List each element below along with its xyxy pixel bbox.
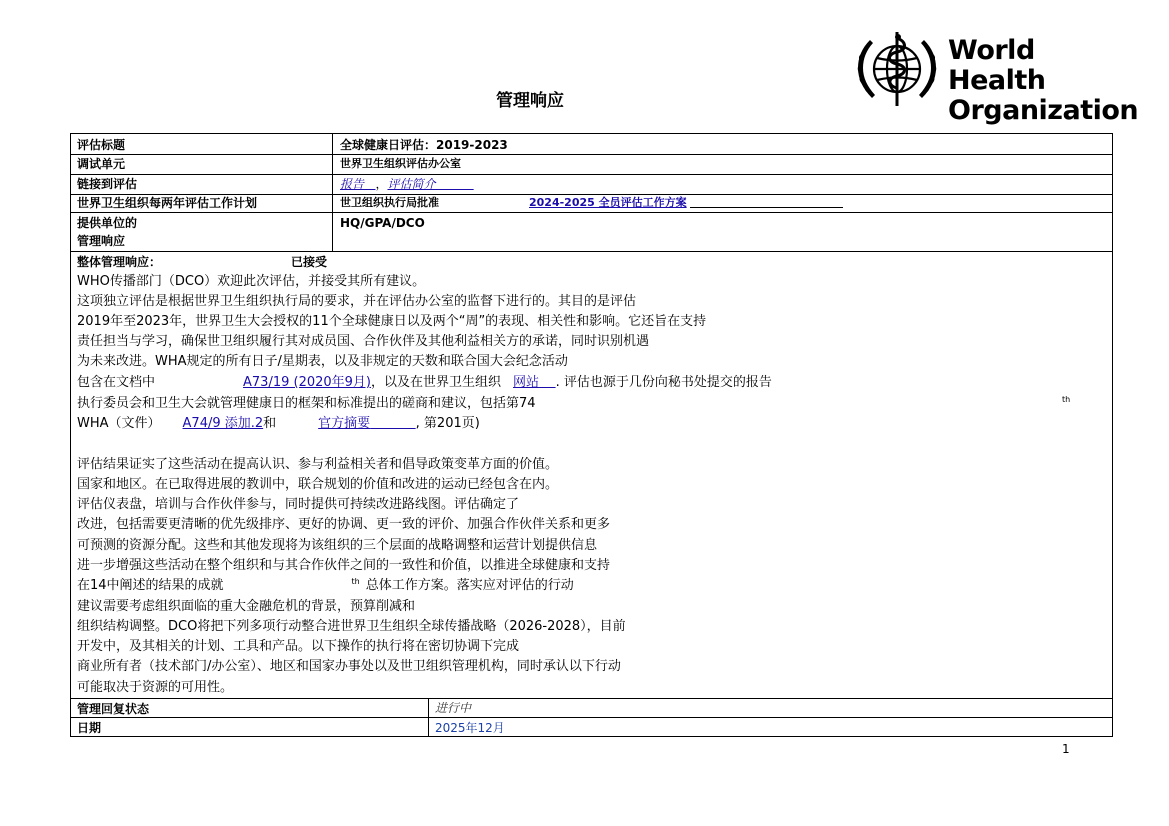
body-text: 和 — [263, 416, 277, 431]
unit-value: 世界卫生组织评估办公室 — [340, 157, 461, 170]
unit-label: 调试单元 — [77, 157, 126, 171]
body-line: 商业所有者（技术部门/办公室）、地区和国家办事处以及世卫组织管理机构，同时承认以下行动 — [77, 659, 621, 674]
body-line: 国家和地区。在已取得进展的教训中，联合规划的价值和改进的运动已经包含在内。 — [77, 477, 559, 492]
body-text: 在14中阐述的结果的成就 — [77, 578, 224, 593]
body-line: 这项独立评估是根据世界卫生组织执行局的要求，并在评估办公室的监督下进行的。其目的是评估 — [77, 294, 637, 309]
link-label: 链接到评估 — [77, 177, 138, 191]
body-line: 评估仪表盘，培训与合作伙伴参与，同时提供可持续改进路线图。评估确定了 — [77, 497, 520, 512]
body-line — [77, 577, 574, 595]
workplan-approved: 世卫组织执行局批准 — [340, 196, 439, 209]
body-text: WHA（文件） — [77, 416, 161, 431]
date-value: 2025年12月 — [435, 721, 505, 735]
provider-label-2: 管理响应 — [77, 234, 126, 248]
report-link[interactable]: 报告 — [340, 177, 365, 191]
superscript-th: th — [351, 577, 360, 586]
body-line: 可预测的资源分配。这些和其他发现将为该组织的三个层面的战略调整和运营计划提供信息 — [77, 538, 598, 553]
column-divider — [428, 698, 429, 737]
row-divider — [70, 212, 1113, 213]
body-text: ，以及在世界卫生组织 — [371, 375, 502, 390]
page-title: 管理响应 — [496, 91, 564, 111]
provider-label-1: 提供单位的 — [77, 216, 138, 230]
body-line: WHO传播部门（DCO）欢迎此次评估，并接受其所有建议。 — [77, 274, 426, 289]
row-divider — [70, 698, 1113, 699]
workplan-link-underline — [690, 207, 843, 208]
status-label: 管理回复状态 — [77, 702, 150, 716]
who-website-link[interactable]: 网站 — [513, 375, 540, 390]
date-label: 日期 — [77, 721, 102, 735]
workplan-label: 世界卫生组织每两年评估工作计划 — [77, 196, 258, 210]
a74-9-link[interactable]: A74/9 添加.2 — [182, 416, 264, 431]
row-divider — [70, 717, 1113, 718]
column-divider — [332, 133, 333, 251]
body-line: 进一步增强这些活动在整个组织和与其合作伙伴之间的一致性和价值，以推进全球健康和支持 — [77, 558, 611, 573]
body-line: 开发中，及其相关的计划、工具和产品。以下操作的执行将在密切协调下完成 — [77, 639, 520, 654]
body-line: 改进，包括需要更清晰的优先级排序、更好的协调、更一致的评价、加强合作伙伴关系和更多 — [77, 517, 611, 532]
provider-value: HQ/GPA/DCO — [340, 216, 425, 230]
body-line: 2019年至2023年，世界卫生大会授权的11个全球健康日以及两个“周”的表现、相关性和影响。它还旨在支持 — [77, 314, 707, 329]
body-text: . 评估也源于几份向秘书处提交的报告 — [555, 375, 772, 390]
superscript-th: th — [1062, 395, 1071, 404]
overall-value: 已接受 — [291, 255, 328, 269]
workplan-link[interactable]: 2024-2025 全员评估工作方案 — [529, 196, 687, 209]
link-value — [340, 176, 474, 192]
official-summary-link[interactable]: 官方摘要 — [318, 416, 371, 431]
body-line — [77, 374, 772, 392]
logo-line-1: World Health — [948, 35, 1046, 96]
body-line: 执行委员会和卫生大会就管理健康日的框架和标准提出的磋商和建议，包括第74 — [77, 396, 536, 411]
row-divider — [70, 154, 1113, 155]
body-line: 可能取决于资源的可用性。 — [77, 680, 234, 695]
body-text: , 第201页) — [415, 416, 480, 431]
eval-title-label: 评估标题 — [77, 138, 126, 152]
body-line: 组织结构调整。DCO将把下列多项行动整合进世界卫生组织全球传播战略（2026-2028），目前 — [77, 619, 626, 634]
a73-19-link[interactable]: A73/19 (2020年9月) — [243, 375, 372, 390]
row-divider — [70, 174, 1113, 175]
body-text: 总体工作方案。落实应对评估的行动 — [365, 578, 574, 593]
body-line: 为未来改进。WHA规定的所有日子/星期表，以及非规定的天数和联合国大会纪念活动 — [77, 354, 568, 369]
link-separator: ， — [375, 177, 388, 191]
body-line: 评估结果证实了这些活动在提高认识、参与利益相关者和倡导政策变革方面的价值。 — [77, 457, 559, 472]
row-divider — [70, 251, 1113, 252]
body-line: 建议需要考虑组织面临的重大金融危机的背景，预算削减和 — [77, 599, 416, 614]
body-line — [77, 415, 480, 433]
evaluation-brief-link[interactable]: 评估简介 — [387, 177, 436, 191]
page-number: 1 — [1062, 742, 1070, 756]
overall-label: 整体管理响应： — [77, 255, 162, 269]
body-line: 责任担当与学习，确保世卫组织履行其对成员国、合作伙伴及其他利益相关方的承诺，同时识别机遇 — [77, 334, 650, 349]
eval-title-value: 全球健康日评估：2019-2023 — [340, 138, 508, 152]
logo-line-2: Organization — [948, 95, 1139, 126]
body-text: 包含在文档中 — [77, 375, 156, 390]
status-value: 进行中 — [435, 701, 472, 715]
who-wordmark — [948, 36, 1138, 126]
